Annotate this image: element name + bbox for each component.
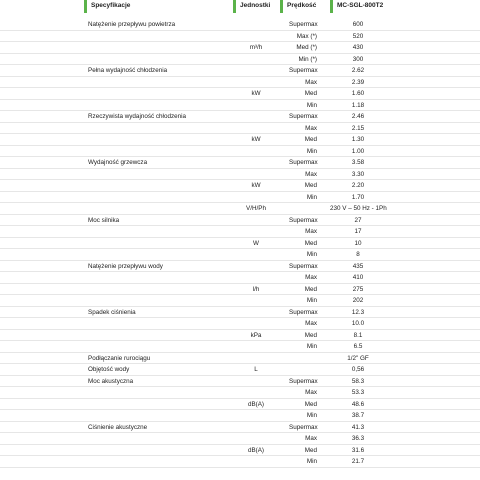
value-cell: 38.7 bbox=[351, 412, 365, 419]
value-cell: 12.3 bbox=[351, 308, 365, 316]
table-row bbox=[0, 307, 480, 319]
value-cell: 2.46 bbox=[351, 113, 365, 120]
value-cell: 275 bbox=[352, 285, 364, 293]
header-speed: Prędkość bbox=[280, 0, 316, 13]
spec-label: Objętość wody bbox=[88, 366, 130, 373]
header-spec: Specyfikacje bbox=[84, 0, 130, 13]
speed-label: Med bbox=[304, 239, 317, 247]
spec-label: Podłączanie rurociągu bbox=[88, 354, 151, 362]
unit-label: W bbox=[253, 239, 259, 247]
table-row bbox=[0, 399, 480, 411]
speed-label: Min bbox=[306, 147, 317, 155]
table-row bbox=[0, 111, 480, 123]
table-row bbox=[0, 180, 480, 192]
speed-label: Supermax bbox=[289, 159, 318, 166]
table-row bbox=[0, 261, 480, 273]
unit-label: kW bbox=[251, 182, 261, 189]
spec-label: Moc silnika bbox=[88, 216, 120, 224]
table-row bbox=[0, 445, 480, 457]
value-cell: 0,56 bbox=[351, 366, 365, 373]
table-row bbox=[0, 330, 480, 342]
table-row bbox=[0, 238, 480, 250]
value-cell: 230 V – 50 Hz - 1Ph bbox=[330, 205, 387, 212]
value-cell: 1.18 bbox=[351, 101, 365, 109]
value-cell: 300 bbox=[352, 55, 364, 63]
table-row bbox=[0, 215, 480, 227]
table-row bbox=[0, 364, 480, 376]
speed-label: Supermax bbox=[289, 113, 318, 120]
spec-label: Rzeczywista wydajność chłodzenia bbox=[88, 113, 186, 120]
table-row bbox=[0, 123, 480, 135]
speed-label: Med bbox=[304, 285, 317, 293]
speed-label: Min bbox=[306, 412, 317, 419]
unit-label: m³/h bbox=[249, 44, 263, 51]
table-row bbox=[0, 42, 480, 54]
value-cell: 36.3 bbox=[351, 435, 365, 442]
value-cell: 31.6 bbox=[351, 446, 365, 454]
unit-label: dB(A) bbox=[247, 446, 265, 454]
speed-label: Supermax bbox=[289, 377, 318, 385]
spec-label: Pełna wydajność chłodzenia bbox=[88, 67, 168, 74]
table-row bbox=[0, 272, 480, 284]
table-row bbox=[0, 226, 480, 238]
spec-label: Ciśnienie akustyczne bbox=[88, 423, 148, 431]
unit-label: kW bbox=[251, 90, 261, 97]
table-row bbox=[0, 456, 480, 468]
unit-label: V/H/Ph bbox=[246, 205, 266, 212]
value-cell: 17 bbox=[354, 228, 362, 235]
unit-label: kPa bbox=[250, 331, 262, 339]
value-cell: 3.58 bbox=[351, 159, 365, 166]
value-cell: 8 bbox=[356, 251, 360, 258]
speed-label: Max bbox=[305, 78, 317, 86]
value-cell: 27 bbox=[354, 216, 362, 224]
value-cell: 8.1 bbox=[353, 331, 363, 339]
table-row bbox=[0, 376, 480, 388]
table-row bbox=[0, 353, 480, 365]
speed-label: Min bbox=[306, 251, 317, 258]
spec-label: Spadek ciśnienia bbox=[88, 308, 136, 316]
speed-label: Max bbox=[305, 274, 317, 281]
value-cell: 435 bbox=[352, 262, 364, 270]
table-row bbox=[0, 88, 480, 100]
value-cell: 41.3 bbox=[351, 423, 365, 431]
table-row bbox=[0, 65, 480, 77]
value-cell: 1.30 bbox=[351, 136, 365, 143]
table-row bbox=[0, 100, 480, 112]
value-cell: 1/2" GF bbox=[347, 354, 369, 362]
table-row bbox=[0, 169, 480, 181]
speed-label: Supermax bbox=[289, 308, 318, 316]
value-cell: 202 bbox=[352, 297, 364, 304]
unit-label: L bbox=[254, 366, 258, 373]
value-cell: 520 bbox=[352, 32, 364, 40]
value-cell: 6.5 bbox=[353, 343, 363, 350]
speed-label: Supermax bbox=[289, 21, 318, 28]
table-row bbox=[0, 192, 480, 204]
speed-label: Max bbox=[305, 435, 317, 442]
table-row bbox=[0, 410, 480, 422]
speed-label: Max bbox=[305, 389, 317, 396]
speed-label: Med (*) bbox=[296, 44, 317, 51]
value-cell: 53.3 bbox=[351, 389, 365, 396]
table-header bbox=[0, 0, 480, 13]
header-model: MC-SGL-800T2 bbox=[330, 0, 383, 13]
speed-label: Max (*) bbox=[296, 32, 317, 40]
value-cell: 600 bbox=[352, 21, 364, 28]
value-cell: 10.0 bbox=[351, 320, 365, 327]
spec-label: Moc akustyczna bbox=[88, 377, 134, 385]
table-row bbox=[0, 77, 480, 89]
table-row bbox=[0, 433, 480, 445]
table-row bbox=[0, 146, 480, 158]
value-cell: 2.15 bbox=[351, 124, 365, 132]
speed-label: Med bbox=[304, 90, 317, 97]
value-cell: 1.60 bbox=[351, 90, 365, 97]
speed-label: Max bbox=[305, 228, 317, 235]
unit-label: l/h bbox=[252, 285, 260, 293]
value-cell: 48.6 bbox=[351, 400, 365, 408]
value-cell: 2.62 bbox=[351, 67, 365, 74]
spec-label: Natężenie przepływu wody bbox=[88, 262, 163, 270]
table-row bbox=[0, 284, 480, 296]
speed-label: Max bbox=[305, 170, 317, 178]
header-unit: Jednostki bbox=[233, 0, 270, 13]
speed-label: Max bbox=[305, 124, 317, 132]
speed-label: Supermax bbox=[289, 67, 318, 74]
table-row bbox=[0, 387, 480, 399]
speed-label: Supermax bbox=[289, 216, 318, 224]
value-cell: 1.00 bbox=[351, 147, 365, 155]
table-row bbox=[0, 54, 480, 66]
table-row bbox=[0, 249, 480, 261]
speed-label: Min bbox=[306, 458, 317, 465]
spec-label: Wydajność grzewcza bbox=[88, 159, 148, 166]
speed-label: Min bbox=[306, 101, 317, 109]
speed-label: Min bbox=[306, 343, 317, 350]
speed-label: Med bbox=[304, 400, 317, 408]
speed-label: Med bbox=[304, 136, 317, 143]
value-cell: 3.30 bbox=[351, 170, 365, 178]
table-row bbox=[0, 422, 480, 434]
spec-label: Natężenie przepływu powietrza bbox=[88, 21, 176, 28]
table-row bbox=[0, 157, 480, 169]
table-row bbox=[0, 31, 480, 43]
speed-label: Supermax bbox=[289, 262, 318, 270]
value-cell: 21.7 bbox=[351, 458, 365, 465]
table-row bbox=[0, 19, 480, 31]
table-row bbox=[0, 203, 480, 215]
table-row bbox=[0, 341, 480, 353]
table-row bbox=[0, 295, 480, 307]
speed-label: Min (*) bbox=[298, 55, 317, 63]
value-cell: 2.20 bbox=[351, 182, 365, 189]
speed-label: Med bbox=[304, 182, 317, 189]
table-row bbox=[0, 134, 480, 146]
value-cell: 430 bbox=[352, 44, 364, 51]
value-cell: 10 bbox=[354, 239, 362, 247]
speed-label: Med bbox=[304, 331, 317, 339]
speed-label: Min bbox=[306, 193, 317, 201]
unit-label: kW bbox=[251, 136, 261, 143]
speed-label: Med bbox=[304, 446, 317, 454]
unit-label: dB(A) bbox=[247, 400, 265, 408]
value-cell: 410 bbox=[352, 274, 364, 281]
value-cell: 1.70 bbox=[351, 193, 365, 201]
speed-label: Min bbox=[306, 297, 317, 304]
speed-label: Supermax bbox=[289, 423, 318, 431]
table-row bbox=[0, 318, 480, 330]
value-cell: 2.39 bbox=[351, 78, 365, 86]
value-cell: 58.3 bbox=[351, 377, 365, 385]
speed-label: Max bbox=[305, 320, 317, 327]
